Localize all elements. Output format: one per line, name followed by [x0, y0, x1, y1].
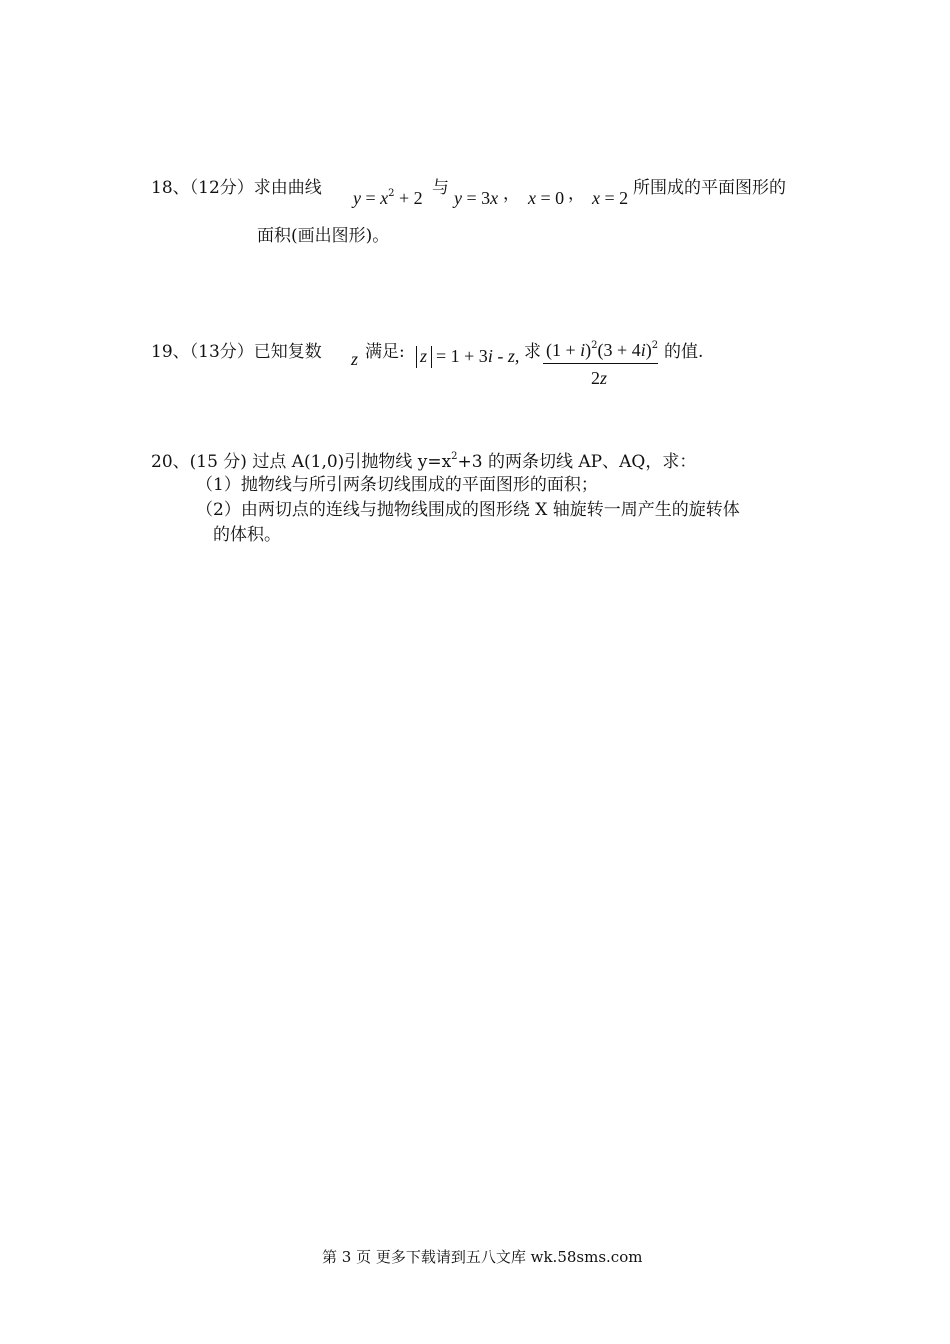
q19-text-before: 已知复数	[253, 342, 322, 362]
q18-sep2: ，	[568, 184, 585, 204]
q18-curve1: $y = x^2 + 2$	[353, 188, 423, 208]
q19-text-ask: 求	[524, 342, 541, 362]
q18-number: 18、	[151, 178, 190, 198]
q19-number: 19、	[151, 342, 190, 362]
q18-score: （12分）	[189, 178, 254, 198]
q19-text-mid: 满足:	[365, 342, 405, 362]
q19-score: （13分）	[189, 342, 254, 362]
q18-line1	[151, 178, 322, 198]
q19-abs-left	[416, 346, 417, 368]
q20-part1: （1）抛物线与所引两条切线围成的平面图形的面积；	[196, 475, 598, 495]
q19-equation: z	[420, 346, 428, 366]
q18-line-x0: x = 0	[528, 188, 565, 208]
q19-equation-rhs: = 1 + 3i - z,	[436, 346, 520, 366]
q18-line2: 面积(画出图形)。	[257, 226, 390, 246]
q18-text-after: 所围成的平面图形的	[633, 178, 786, 198]
q18-conj: 与	[432, 178, 449, 198]
page-footer: 第 3 页 更多下载请到五八文库 wk.58sms.com	[322, 1248, 643, 1266]
q18-sep1: ，	[503, 184, 520, 204]
q18-text-before: 求由曲线	[253, 178, 322, 198]
q20-part2-b: 的体积。	[213, 525, 281, 545]
q18-curve2: y = 3x	[454, 188, 499, 208]
q19-numerator: $(1 + i)^2(3 + 4i)^2$	[546, 340, 659, 360]
q19-denominator: 2z	[591, 368, 608, 388]
q19-text-after: 的值.	[664, 342, 704, 362]
q19-abs-right	[431, 346, 432, 368]
q19-var-z: z	[351, 349, 359, 369]
q20-part2-a: （2）由两切点的连线与抛物线围成的图形绕 X 轴旋转一周产生的旋转体	[196, 500, 740, 520]
q19-fraction-bar	[543, 363, 658, 364]
q19-line1	[151, 342, 322, 362]
q20-line1: 20、(15 分) 过点 A(1,0)引抛物线 $y=x^2+3$ 的两条切线 AP、AQ，求：	[151, 451, 697, 472]
q18-line-x2: x = 2	[592, 188, 629, 208]
